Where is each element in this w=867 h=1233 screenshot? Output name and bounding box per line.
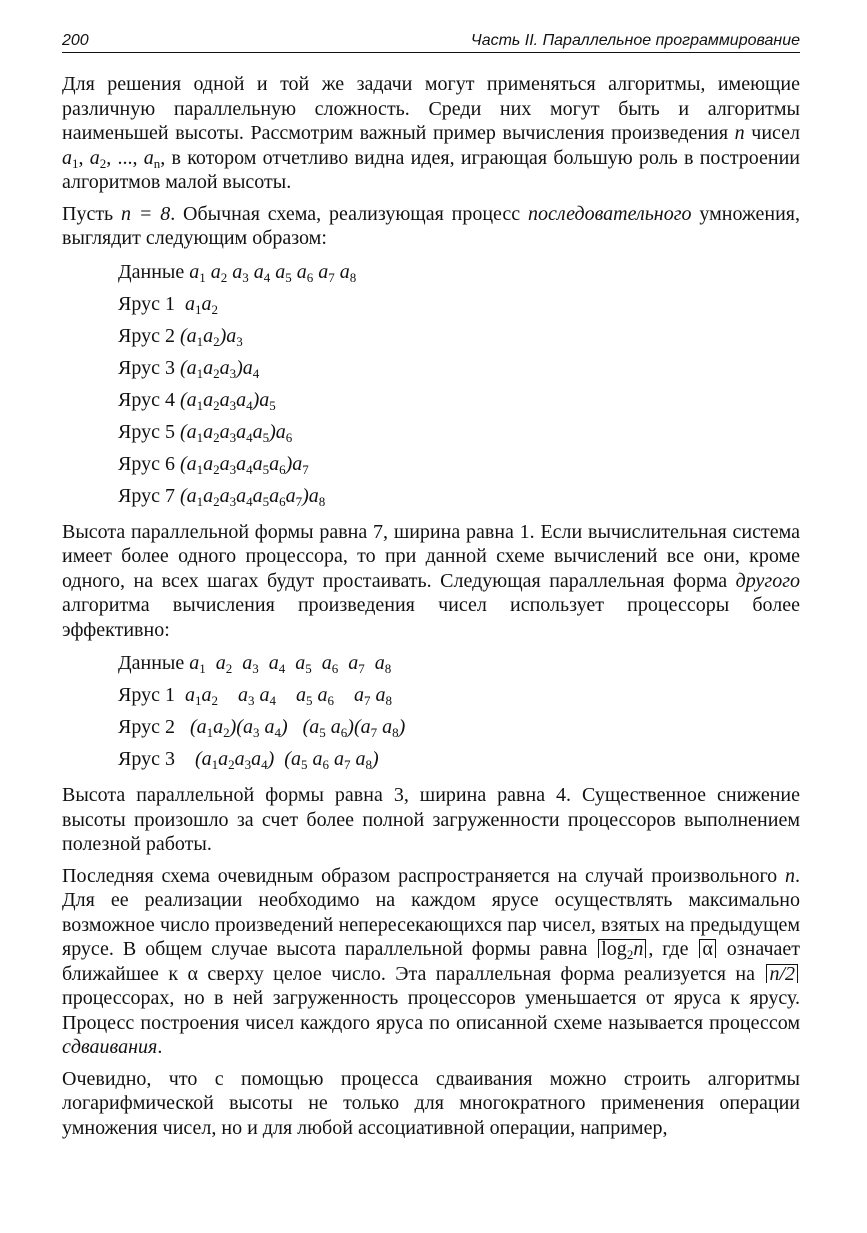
paragraph-sequential: Пусть n = 8. Обычная схема, реализующая процесс последовательного умножения, выглядит следующим образом: <box>62 202 801 249</box>
scheme-row-tier-6: Ярус 6 $(a_1a_2a_3a_4a_5a_6)a_7$ <box>118 452 309 477</box>
paragraph-generalization: Последняя схема очевидным образом распространяется на случай произвольного n. Для ее реализации необходимо на каждом ярусе осуществлять максимально возможное число произведений непересекающихся пар чисел, взятых на предыдущем ярусе. В общем случае высота параллельной формы равна $\log_2n$ , где α означает ближайшее к α сверху целое число. Эта параллельная форма реализуется на n/2 процессорах, но в ней загруженность процессоров уменьшается от яруса к ярусу. Процесс построения чисел каждого яруса по описанной схеме называется процессом сдваивания. <box>62 864 801 1058</box>
scheme-row-tier-4: Ярус 4 $(a_1a_2a_3a_4)a_5$ <box>118 388 276 413</box>
scheme-row-tier-2: Ярус 2 $(a_1a_2)a_3$ <box>118 324 243 349</box>
scheme-row-tier-1: Ярус 1 $a_1a_2$ <box>118 292 218 317</box>
paragraph-associative: Очевидно, что с помощью процесса сдваивания можно строить алгоритмы логарифмической высоты не только для многократного применения операции умножения чисел, но и для любой ассоциативной операции, например, <box>62 1067 800 1139</box>
scheme-row-data: Данные $a_1$ $a_2$ $a_3$ $a_4$ $a_5$ $a_6$ $a_7$ $a_8$ <box>118 260 357 285</box>
page-body <box>62 72 800 1140</box>
running-title: Часть II. Параллельное программирование <box>470 32 800 49</box>
scheme-row-data: Данные $a_1$ $a_2$ $a_3$ $a_4$ $a_5$ $a_6$ $a_7$ $a_8$ <box>118 652 392 676</box>
ceil-alpha-formula: α <box>699 939 715 958</box>
scheme-row-tier-5: Ярус 5 $(a_1a_2a_3a_4a_5)a_6$ <box>118 420 293 445</box>
scheme-row-tier-1: Ярус 1 $a_1a_2$ $a_3$ $a_4$ $a_5$ $a_6$ $a_7$ $a_8$ <box>118 684 392 708</box>
parallel-scheme <box>118 649 800 777</box>
scheme-row-tier-3: Ярус 3 $(a_1a_2a_3)a_4$ <box>118 356 260 381</box>
paragraph-height-seven: Высота параллельной формы равна 7, ширина равна 1. Если вычислительная система имеет более одного процессора, то при данной схеме вычислений все они, кроме одного, на всех шагах будут простаивать. Следующая параллельная форма другого алгоритма вычисления произведения чисел использует процессоры более эффективно: <box>62 520 800 641</box>
scheme-row-tier-3: Ярус 3 $(a_1a_2a_3a_4)$ ($a_5$ $a_6$ $a_7$ $a_8$) <box>118 748 379 772</box>
scheme-row-tier-2: Ярус 2 $(a_1a_2)(a_3$ $a_4$) ($a_5$ $a_6)(a_7$ $a_8$) <box>118 716 406 740</box>
page-number: 200 <box>62 32 89 49</box>
page-header <box>62 30 800 53</box>
sequential-scheme <box>118 258 800 514</box>
paragraph-intro: Для решения одной и той же задачи могут применяться алгоритмы, имеющие различную параллельную сложность. Среди них могут быть и алгоритмы наименьшей высоты. Рассмотрим важный пример вычисления произведения n чисел $a_1$, $a_2$, ..., $a_n$, в котором отчетливо видна идея, играющая большую роль в построении алгоритмов малой высоты. <box>62 73 801 193</box>
ceil-half-n-formula: n/2 <box>766 964 798 983</box>
ceil-log-formula: $\log_2n$ <box>598 939 646 958</box>
paragraph-height-three: Высота параллельной формы равна 3, ширина равна 4. Существенное снижение высоты произошло за счет более полной загруженности процессоров выполнением полезной работы. <box>62 784 800 855</box>
scheme-row-tier-7: Ярус 7 $(a_1a_2a_3a_4a_5a_6a_7)a_8$ <box>118 484 326 509</box>
